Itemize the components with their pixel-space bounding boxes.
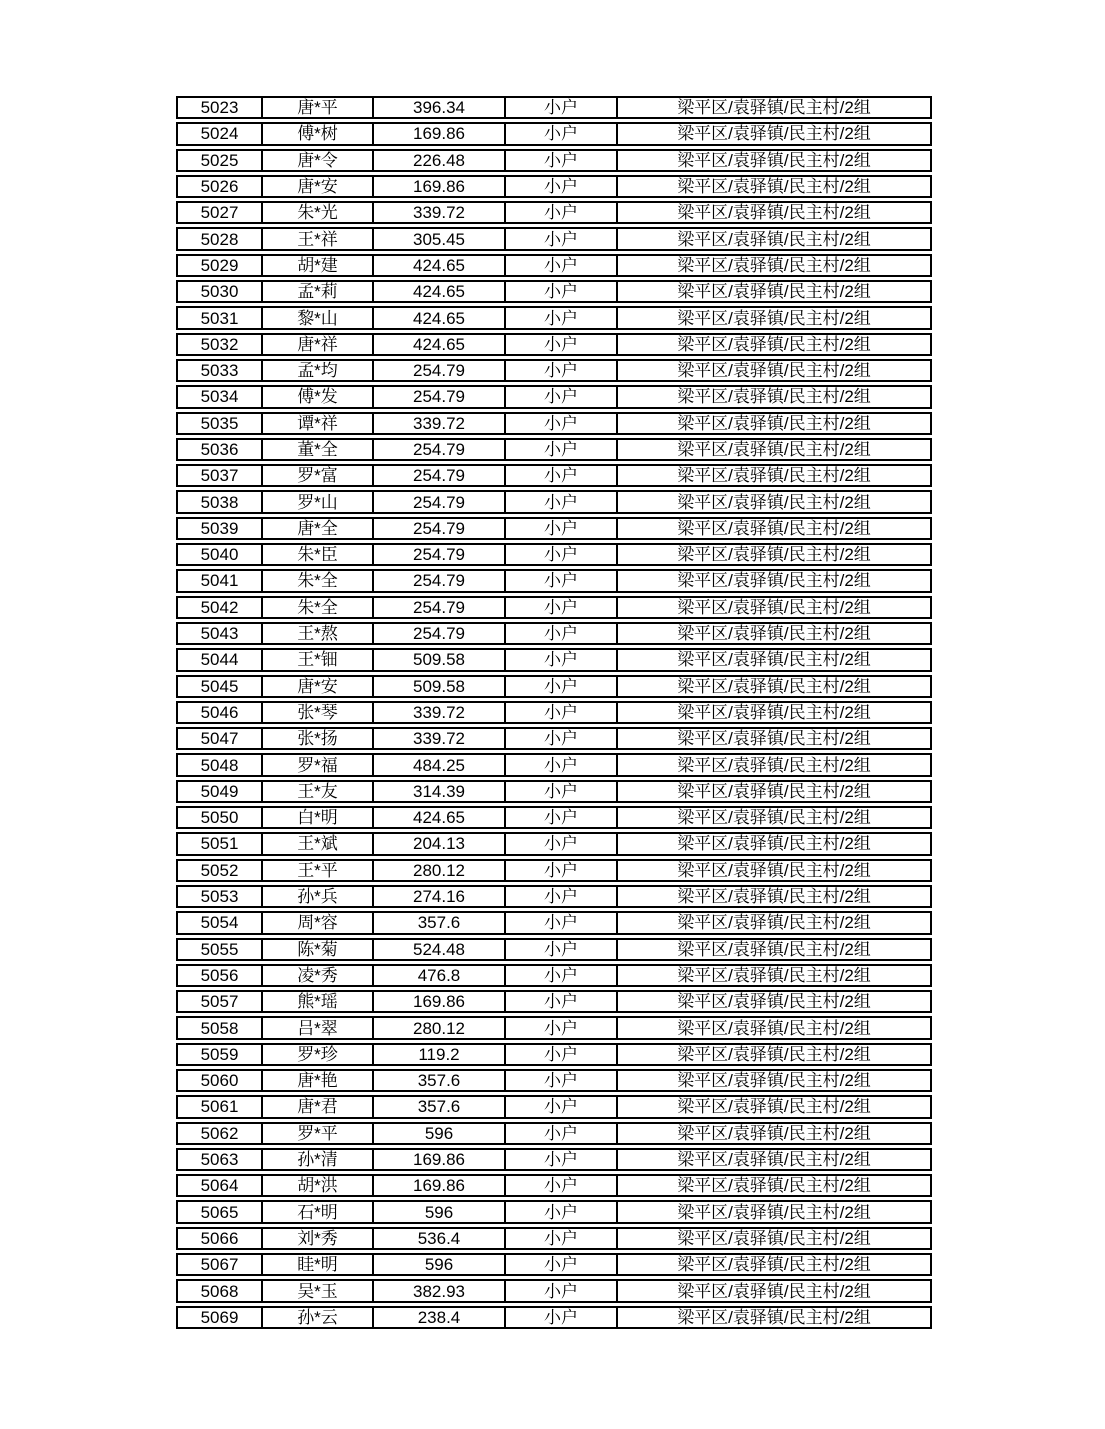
cell-serial-number: 5058 <box>176 1016 263 1039</box>
cell-amount: 357.6 <box>374 911 506 934</box>
table-row <box>176 859 932 882</box>
table-row <box>176 806 932 829</box>
cell-serial-number: 5061 <box>176 1095 263 1118</box>
table-row <box>176 832 932 855</box>
cell-serial-number: 5040 <box>176 543 263 566</box>
cell-household-type: 小户 <box>506 280 618 303</box>
table-row <box>176 596 932 619</box>
cell-serial-number: 5066 <box>176 1227 263 1250</box>
cell-serial-number: 5057 <box>176 990 263 1013</box>
cell-location: 梁平区/袁驿镇/民主村/2组 <box>618 1253 932 1276</box>
table-row <box>176 359 932 382</box>
cell-household-type: 小户 <box>506 1016 618 1039</box>
cell-location: 梁平区/袁驿镇/民主村/2组 <box>618 359 932 382</box>
cell-amount: 254.79 <box>374 596 506 619</box>
cell-serial-number: 5030 <box>176 280 263 303</box>
cell-person-name: 朱*全 <box>263 569 374 592</box>
table-row <box>176 701 932 724</box>
cell-person-name: 孟*均 <box>263 359 374 382</box>
cell-person-name: 唐*君 <box>263 1095 374 1118</box>
cell-location: 梁平区/袁驿镇/民主村/2组 <box>618 1148 932 1171</box>
table-row <box>176 938 932 961</box>
cell-amount: 484.25 <box>374 753 506 776</box>
table-row <box>176 201 932 224</box>
cell-household-type: 小户 <box>506 911 618 934</box>
cell-person-name: 王*钿 <box>263 648 374 671</box>
cell-serial-number: 5028 <box>176 227 263 250</box>
cell-household-type: 小户 <box>506 780 618 803</box>
cell-amount: 169.86 <box>374 1174 506 1197</box>
cell-serial-number: 5032 <box>176 333 263 356</box>
cell-location: 梁平区/袁驿镇/民主村/2组 <box>618 1200 932 1223</box>
cell-amount: 339.72 <box>374 727 506 750</box>
table-row <box>176 753 932 776</box>
cell-person-name: 凌*秀 <box>263 964 374 987</box>
cell-household-type: 小户 <box>506 175 618 198</box>
cell-household-type: 小户 <box>506 490 618 513</box>
cell-amount: 424.65 <box>374 806 506 829</box>
cell-person-name: 罗*平 <box>263 1122 374 1145</box>
table-row <box>176 464 932 487</box>
cell-amount: 509.58 <box>374 648 506 671</box>
cell-household-type: 小户 <box>506 569 618 592</box>
cell-person-name: 熊*瑶 <box>263 990 374 1013</box>
cell-location: 梁平区/袁驿镇/民主村/2组 <box>618 1227 932 1250</box>
cell-amount: 339.72 <box>374 412 506 435</box>
cell-household-type: 小户 <box>506 1148 618 1171</box>
cell-location: 梁平区/袁驿镇/民主村/2组 <box>618 753 932 776</box>
cell-amount: 254.79 <box>374 543 506 566</box>
cell-person-name: 白*明 <box>263 806 374 829</box>
cell-amount: 169.86 <box>374 122 506 145</box>
cell-serial-number: 5069 <box>176 1306 263 1329</box>
table-row <box>176 385 932 408</box>
table-row <box>176 1016 932 1039</box>
cell-location: 梁平区/袁驿镇/民主村/2组 <box>618 675 932 698</box>
table-row <box>176 622 932 645</box>
cell-location: 梁平区/袁驿镇/民主村/2组 <box>618 306 932 329</box>
cell-person-name: 王*斌 <box>263 832 374 855</box>
cell-person-name: 王*祥 <box>263 227 374 250</box>
cell-serial-number: 5054 <box>176 911 263 934</box>
cell-location: 梁平区/袁驿镇/民主村/2组 <box>618 96 932 119</box>
cell-serial-number: 5048 <box>176 753 263 776</box>
cell-household-type: 小户 <box>506 201 618 224</box>
cell-location: 梁平区/袁驿镇/民主村/2组 <box>618 964 932 987</box>
cell-location: 梁平区/袁驿镇/民主村/2组 <box>618 149 932 172</box>
table-row <box>176 280 932 303</box>
cell-person-name: 罗*富 <box>263 464 374 487</box>
cell-location: 梁平区/袁驿镇/民主村/2组 <box>618 938 932 961</box>
cell-amount: 204.13 <box>374 832 506 855</box>
cell-serial-number: 5044 <box>176 648 263 671</box>
cell-person-name: 石*明 <box>263 1200 374 1223</box>
table-row <box>176 1122 932 1145</box>
cell-location: 梁平区/袁驿镇/民主村/2组 <box>618 1306 932 1329</box>
cell-serial-number: 5037 <box>176 464 263 487</box>
cell-household-type: 小户 <box>506 1200 618 1223</box>
cell-household-type: 小户 <box>506 122 618 145</box>
cell-household-type: 小户 <box>506 938 618 961</box>
cell-person-name: 孙*云 <box>263 1306 374 1329</box>
cell-person-name: 朱*光 <box>263 201 374 224</box>
table-row <box>176 96 932 119</box>
cell-serial-number: 5059 <box>176 1043 263 1066</box>
cell-person-name: 张*琴 <box>263 701 374 724</box>
cell-household-type: 小户 <box>506 1043 618 1066</box>
cell-person-name: 王*平 <box>263 859 374 882</box>
cell-location: 梁平区/袁驿镇/民主村/2组 <box>618 1122 932 1145</box>
cell-amount: 254.79 <box>374 385 506 408</box>
cell-serial-number: 5034 <box>176 385 263 408</box>
cell-serial-number: 5052 <box>176 859 263 882</box>
cell-location: 梁平区/袁驿镇/民主村/2组 <box>618 622 932 645</box>
cell-serial-number: 5064 <box>176 1174 263 1197</box>
table-row <box>176 648 932 671</box>
cell-amount: 596 <box>374 1122 506 1145</box>
cell-household-type: 小户 <box>506 622 618 645</box>
cell-serial-number: 5033 <box>176 359 263 382</box>
cell-amount: 254.79 <box>374 622 506 645</box>
table-row <box>176 543 932 566</box>
cell-person-name: 罗*山 <box>263 490 374 513</box>
cell-person-name: 胡*建 <box>263 254 374 277</box>
table-row <box>176 990 932 1013</box>
cell-person-name: 唐*令 <box>263 149 374 172</box>
cell-household-type: 小户 <box>506 753 618 776</box>
table-row <box>176 1069 932 1092</box>
cell-household-type: 小户 <box>506 675 618 698</box>
cell-household-type: 小户 <box>506 885 618 908</box>
cell-location: 梁平区/袁驿镇/民主村/2组 <box>618 227 932 250</box>
cell-household-type: 小户 <box>506 306 618 329</box>
cell-location: 梁平区/袁驿镇/民主村/2组 <box>618 464 932 487</box>
cell-serial-number: 5024 <box>176 122 263 145</box>
cell-amount: 280.12 <box>374 859 506 882</box>
cell-amount: 254.79 <box>374 517 506 540</box>
table-row <box>176 1148 932 1171</box>
cell-amount: 509.58 <box>374 675 506 698</box>
cell-person-name: 罗*珍 <box>263 1043 374 1066</box>
cell-person-name: 唐*平 <box>263 96 374 119</box>
cell-person-name: 吴*玉 <box>263 1279 374 1302</box>
table-row <box>176 122 932 145</box>
cell-household-type: 小户 <box>506 438 618 461</box>
cell-serial-number: 5067 <box>176 1253 263 1276</box>
cell-household-type: 小户 <box>506 1122 618 1145</box>
cell-location: 梁平区/袁驿镇/民主村/2组 <box>618 832 932 855</box>
cell-amount: 305.45 <box>374 227 506 250</box>
cell-household-type: 小户 <box>506 990 618 1013</box>
cell-amount: 424.65 <box>374 254 506 277</box>
cell-location: 梁平区/袁驿镇/民主村/2组 <box>618 280 932 303</box>
cell-serial-number: 5038 <box>176 490 263 513</box>
table-row <box>176 412 932 435</box>
cell-amount: 254.79 <box>374 490 506 513</box>
cell-person-name: 朱*全 <box>263 596 374 619</box>
cell-amount: 339.72 <box>374 201 506 224</box>
cell-serial-number: 5036 <box>176 438 263 461</box>
cell-amount: 524.48 <box>374 938 506 961</box>
cell-amount: 357.6 <box>374 1069 506 1092</box>
cell-location: 梁平区/袁驿镇/民主村/2组 <box>618 911 932 934</box>
cell-amount: 596 <box>374 1200 506 1223</box>
table-row <box>176 885 932 908</box>
table-row <box>176 569 932 592</box>
cell-serial-number: 5039 <box>176 517 263 540</box>
cell-household-type: 小户 <box>506 648 618 671</box>
cell-household-type: 小户 <box>506 1069 618 1092</box>
table-row <box>176 490 932 513</box>
table-row <box>176 254 932 277</box>
cell-household-type: 小户 <box>506 596 618 619</box>
table-row <box>176 911 932 934</box>
cell-location: 梁平区/袁驿镇/民主村/2组 <box>618 648 932 671</box>
table-row <box>176 175 932 198</box>
cell-amount: 382.93 <box>374 1279 506 1302</box>
cell-person-name: 周*容 <box>263 911 374 934</box>
cell-household-type: 小户 <box>506 543 618 566</box>
cell-serial-number: 5023 <box>176 96 263 119</box>
cell-amount: 169.86 <box>374 1148 506 1171</box>
cell-location: 梁平区/袁驿镇/民主村/2组 <box>618 122 932 145</box>
cell-location: 梁平区/袁驿镇/民主村/2组 <box>618 701 932 724</box>
cell-serial-number: 5065 <box>176 1200 263 1223</box>
cell-person-name: 孟*莉 <box>263 280 374 303</box>
table-row <box>176 149 932 172</box>
cell-household-type: 小户 <box>506 464 618 487</box>
cell-amount: 280.12 <box>374 1016 506 1039</box>
cell-household-type: 小户 <box>506 254 618 277</box>
cell-serial-number: 5062 <box>176 1122 263 1145</box>
cell-serial-number: 5049 <box>176 780 263 803</box>
cell-location: 梁平区/袁驿镇/民主村/2组 <box>618 412 932 435</box>
cell-location: 梁平区/袁驿镇/民主村/2组 <box>618 201 932 224</box>
table-row <box>176 333 932 356</box>
cell-serial-number: 5025 <box>176 149 263 172</box>
cell-amount: 169.86 <box>374 175 506 198</box>
cell-person-name: 董*全 <box>263 438 374 461</box>
cell-person-name: 眭*明 <box>263 1253 374 1276</box>
cell-amount: 169.86 <box>374 990 506 1013</box>
cell-amount: 357.6 <box>374 1095 506 1118</box>
cell-amount: 254.79 <box>374 569 506 592</box>
cell-household-type: 小户 <box>506 832 618 855</box>
cell-amount: 254.79 <box>374 359 506 382</box>
cell-serial-number: 5047 <box>176 727 263 750</box>
cell-location: 梁平区/袁驿镇/民主村/2组 <box>618 385 932 408</box>
cell-household-type: 小户 <box>506 1227 618 1250</box>
cell-person-name: 孙*清 <box>263 1148 374 1171</box>
table-row <box>176 1200 932 1223</box>
table-row <box>176 964 932 987</box>
cell-household-type: 小户 <box>506 96 618 119</box>
cell-household-type: 小户 <box>506 149 618 172</box>
cell-location: 梁平区/袁驿镇/民主村/2组 <box>618 517 932 540</box>
cell-serial-number: 5045 <box>176 675 263 698</box>
cell-person-name: 张*扬 <box>263 727 374 750</box>
table-row <box>176 306 932 329</box>
cell-location: 梁平区/袁驿镇/民主村/2组 <box>618 859 932 882</box>
cell-serial-number: 5068 <box>176 1279 263 1302</box>
cell-household-type: 小户 <box>506 727 618 750</box>
cell-amount: 238.4 <box>374 1306 506 1329</box>
cell-amount: 254.79 <box>374 438 506 461</box>
cell-person-name: 孙*兵 <box>263 885 374 908</box>
cell-amount: 424.65 <box>374 333 506 356</box>
cell-person-name: 唐*安 <box>263 675 374 698</box>
cell-amount: 424.65 <box>374 306 506 329</box>
cell-person-name: 王*友 <box>263 780 374 803</box>
cell-person-name: 唐*安 <box>263 175 374 198</box>
cell-location: 梁平区/袁驿镇/民主村/2组 <box>618 806 932 829</box>
cell-location: 梁平区/袁驿镇/民主村/2组 <box>618 596 932 619</box>
cell-amount: 424.65 <box>374 280 506 303</box>
cell-household-type: 小户 <box>506 333 618 356</box>
table-row <box>176 1253 932 1276</box>
cell-amount: 396.34 <box>374 96 506 119</box>
cell-person-name: 刘*秀 <box>263 1227 374 1250</box>
cell-location: 梁平区/袁驿镇/民主村/2组 <box>618 1069 932 1092</box>
table-row <box>176 1095 932 1118</box>
cell-serial-number: 5041 <box>176 569 263 592</box>
table-row <box>176 780 932 803</box>
cell-serial-number: 5050 <box>176 806 263 829</box>
cell-household-type: 小户 <box>506 385 618 408</box>
cell-household-type: 小户 <box>506 412 618 435</box>
cell-serial-number: 5035 <box>176 412 263 435</box>
cell-amount: 596 <box>374 1253 506 1276</box>
cell-location: 梁平区/袁驿镇/民主村/2组 <box>618 1095 932 1118</box>
cell-location: 梁平区/袁驿镇/民主村/2组 <box>618 175 932 198</box>
table-row <box>176 675 932 698</box>
cell-person-name: 陈*菊 <box>263 938 374 961</box>
cell-household-type: 小户 <box>506 806 618 829</box>
cell-location: 梁平区/袁驿镇/民主村/2组 <box>618 1043 932 1066</box>
cell-location: 梁平区/袁驿镇/民主村/2组 <box>618 438 932 461</box>
cell-household-type: 小户 <box>506 859 618 882</box>
cell-amount: 536.4 <box>374 1227 506 1250</box>
cell-location: 梁平区/袁驿镇/民主村/2组 <box>618 1174 932 1197</box>
cell-serial-number: 5046 <box>176 701 263 724</box>
cell-amount: 314.39 <box>374 780 506 803</box>
cell-household-type: 小户 <box>506 1095 618 1118</box>
cell-serial-number: 5055 <box>176 938 263 961</box>
cell-person-name: 谭*祥 <box>263 412 374 435</box>
cell-location: 梁平区/袁驿镇/民主村/2组 <box>618 1279 932 1302</box>
table-row <box>176 227 932 250</box>
table-row <box>176 1306 932 1329</box>
table-row <box>176 438 932 461</box>
cell-person-name: 朱*臣 <box>263 543 374 566</box>
cell-person-name: 吕*翠 <box>263 1016 374 1039</box>
cell-location: 梁平区/袁驿镇/民主村/2组 <box>618 727 932 750</box>
cell-location: 梁平区/袁驿镇/民主村/2组 <box>618 1016 932 1039</box>
cell-household-type: 小户 <box>506 1174 618 1197</box>
cell-location: 梁平区/袁驿镇/民主村/2组 <box>618 490 932 513</box>
cell-person-name: 黎*山 <box>263 306 374 329</box>
cell-serial-number: 5031 <box>176 306 263 329</box>
cell-household-type: 小户 <box>506 227 618 250</box>
cell-household-type: 小户 <box>506 517 618 540</box>
cell-household-type: 小户 <box>506 1306 618 1329</box>
cell-serial-number: 5029 <box>176 254 263 277</box>
cell-serial-number: 5056 <box>176 964 263 987</box>
cell-location: 梁平区/袁驿镇/民主村/2组 <box>618 254 932 277</box>
cell-amount: 119.2 <box>374 1043 506 1066</box>
table-row <box>176 1174 932 1197</box>
cell-person-name: 王*熬 <box>263 622 374 645</box>
table-row <box>176 1227 932 1250</box>
cell-amount: 274.16 <box>374 885 506 908</box>
cell-household-type: 小户 <box>506 1253 618 1276</box>
cell-amount: 226.48 <box>374 149 506 172</box>
cell-household-type: 小户 <box>506 964 618 987</box>
cell-serial-number: 5042 <box>176 596 263 619</box>
cell-serial-number: 5027 <box>176 201 263 224</box>
cell-location: 梁平区/袁驿镇/民主村/2组 <box>618 780 932 803</box>
table-row <box>176 727 932 750</box>
cell-serial-number: 5043 <box>176 622 263 645</box>
cell-serial-number: 5026 <box>176 175 263 198</box>
cell-household-type: 小户 <box>506 359 618 382</box>
cell-amount: 254.79 <box>374 464 506 487</box>
cell-location: 梁平区/袁驿镇/民主村/2组 <box>618 569 932 592</box>
cell-household-type: 小户 <box>506 1279 618 1302</box>
cell-location: 梁平区/袁驿镇/民主村/2组 <box>618 990 932 1013</box>
cell-serial-number: 5060 <box>176 1069 263 1092</box>
cell-person-name: 唐*艳 <box>263 1069 374 1092</box>
cell-person-name: 罗*福 <box>263 753 374 776</box>
cell-person-name: 傅*发 <box>263 385 374 408</box>
cell-location: 梁平区/袁驿镇/民主村/2组 <box>618 543 932 566</box>
cell-amount: 476.8 <box>374 964 506 987</box>
cell-amount: 339.72 <box>374 701 506 724</box>
cell-person-name: 唐*全 <box>263 517 374 540</box>
cell-person-name: 唐*祥 <box>263 333 374 356</box>
table-row <box>176 1043 932 1066</box>
cell-person-name: 胡*洪 <box>263 1174 374 1197</box>
table-body <box>176 96 932 1329</box>
cell-serial-number: 5051 <box>176 832 263 855</box>
cell-location: 梁平区/袁驿镇/民主村/2组 <box>618 885 932 908</box>
cell-household-type: 小户 <box>506 701 618 724</box>
cell-serial-number: 5063 <box>176 1148 263 1171</box>
cell-location: 梁平区/袁驿镇/民主村/2组 <box>618 333 932 356</box>
household-subsidy-table <box>176 93 932 1332</box>
cell-serial-number: 5053 <box>176 885 263 908</box>
table-row <box>176 517 932 540</box>
cell-person-name: 傅*树 <box>263 122 374 145</box>
table-row <box>176 1279 932 1302</box>
